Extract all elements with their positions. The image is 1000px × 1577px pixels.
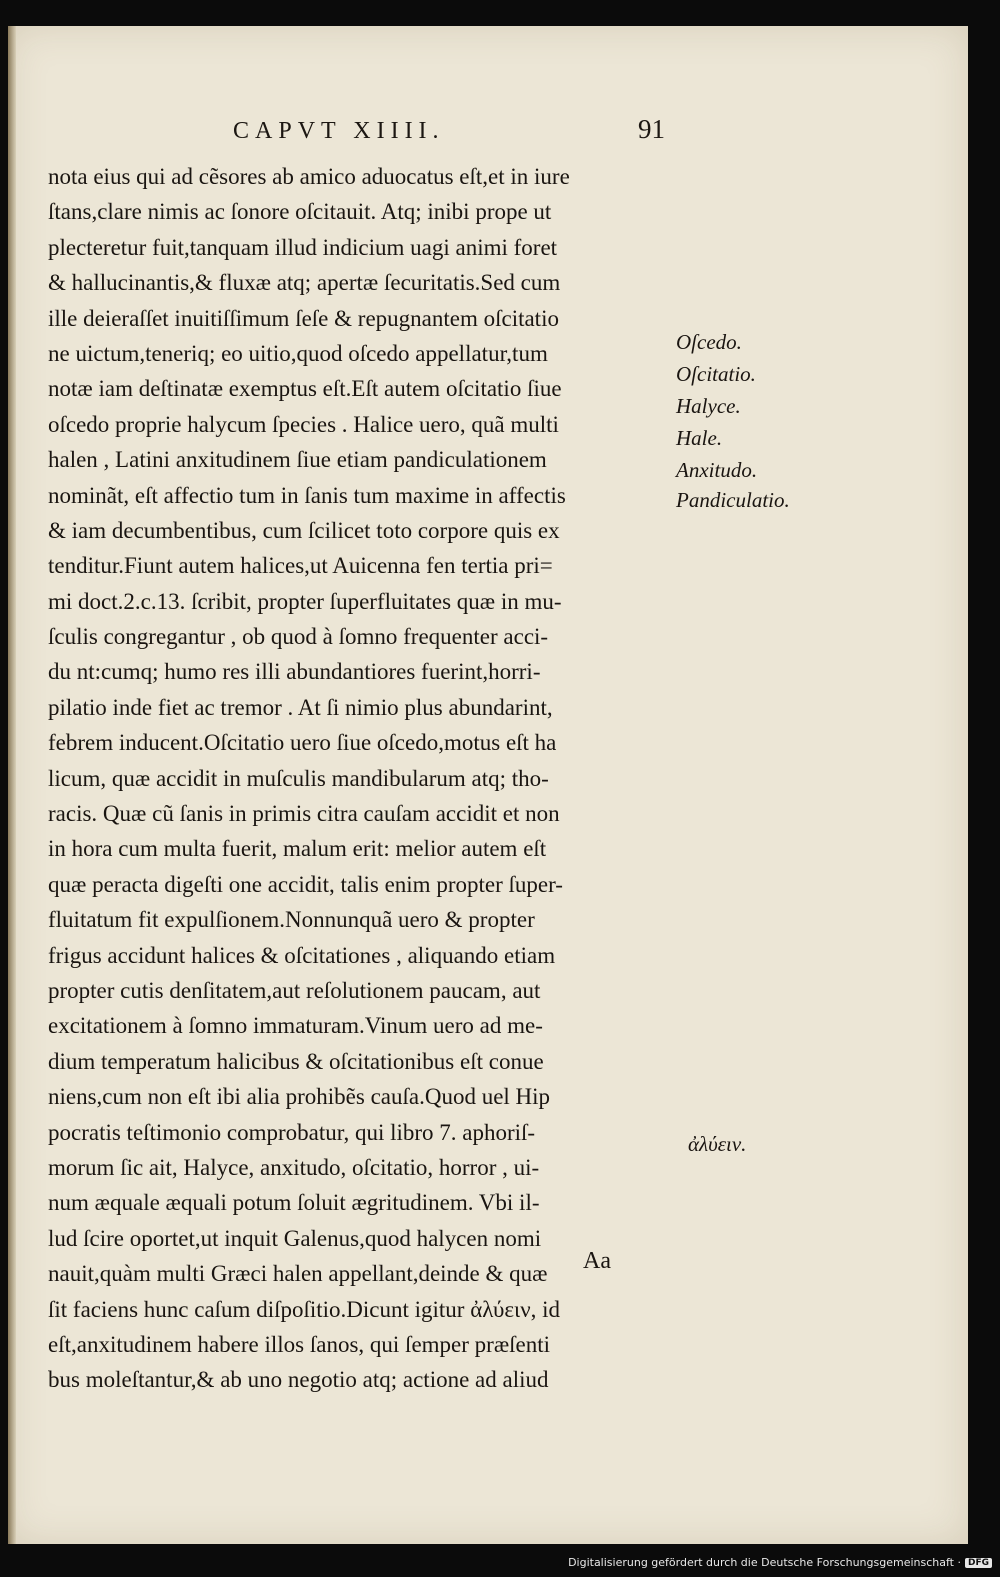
marginal-note: Oſcitatio.	[676, 362, 756, 386]
catchword: Aa	[583, 1248, 611, 1274]
text-line: halen , Latini anxitudinem ſiue etiam pandiculationem	[48, 447, 547, 473]
text-line: nauit,quàm multi Græci halen appellant,deinde & quæ	[48, 1261, 548, 1287]
text-line: notæ iam deſtinatæ exemptus eſt.Eſt autem oſcitatio ſiue	[48, 376, 562, 402]
text-line: fluitatum fit expulſionem.Nonnunquã uero & propter	[48, 907, 535, 933]
text-line: du nt:cumq; humo res illi abundantiores fuerint,horri-	[48, 659, 541, 685]
marginal-note: ἀλύειν.	[688, 1132, 747, 1156]
text-line: plecteretur fuit,tanquam illud indicium uagi animi foret	[48, 234, 558, 260]
running-head: CAPVT XIIII.	[233, 118, 445, 144]
digitization-footer	[568, 1556, 992, 1569]
text-line: lud ſcire oportet,ut inquit Galenus,quod halycen nomi	[48, 1225, 542, 1251]
book-page	[8, 26, 968, 1544]
marginal-note: Oſcedo.	[676, 330, 742, 354]
text-line: ille deieraſſet inuitiſſimum ſeſe & repugnantem oſcitatio	[48, 305, 559, 331]
text-line: niens,cum non eſt ibi alia prohibẽs cauſa.Quod uel Hip	[48, 1084, 551, 1110]
text-line: num æquale æquali potum ſoluit ægritudinem. Vbi il-	[48, 1190, 540, 1216]
page-gutter-edge	[8, 26, 16, 1544]
text-line: racis. Quæ cũ ſanis in primis citra cauſam accidit et non	[48, 801, 560, 827]
marginal-note: Anxitudo.	[676, 458, 758, 482]
text-line: mi doct.2.c.13. ſcribit, propter ſuperfluitates quæ in mu-	[48, 588, 562, 614]
text-line: propter cutis denſitatem,aut reſolutionem paucam, aut	[48, 977, 541, 1003]
text-line: eſt,anxitudinem habere illos ſanos, qui ſemper præſenti	[48, 1331, 551, 1357]
text-line: in hora cum multa fuerit, malum erit: melior autem eſt	[48, 836, 547, 862]
text-line: nominãt, eſt affectio tum in ſanis tum maxime in affectis	[48, 482, 566, 508]
text-line: licum, quæ accidit in muſculis mandibularum atq; tho-	[48, 765, 549, 791]
text-line: febrem inducent.Oſcitatio uero ſiue oſcedo,motus eſt ha	[48, 730, 557, 756]
text-line: & hallucinantis,& fluxæ atq; apertæ ſecuritatis.Sed cum	[48, 270, 561, 296]
marginal-note: Hale.	[676, 426, 723, 450]
marginal-note: Pandiculatio.	[676, 488, 790, 512]
main-text-block	[48, 159, 698, 1398]
text-line: ſtans,clare nimis ac ſonore oſcitauit. Atq; inibi prope ut	[48, 199, 552, 225]
text-line: excitationem à ſomno immaturam.Vinum uero ad me-	[48, 1013, 543, 1039]
text-line: nota eius qui ad cẽsores ab amico aduocatus eſt,et in iure	[48, 164, 570, 189]
page-number: 91	[638, 114, 665, 144]
footer-credit: Digitalisierung gefördert durch die Deutsche Forschungsgemeinschaft ·	[568, 1556, 961, 1569]
text-line: dium temperatum halicibus & oſcitationibus eſt conue	[48, 1048, 544, 1074]
text-line: morum ſic ait, Halyce, anxitudo, oſcitatio, horror , ui-	[48, 1154, 540, 1180]
dfg-logo: DFG	[965, 1558, 992, 1568]
text-line: ſculis congregantur , ob quod à ſomno frequenter acci-	[48, 624, 549, 650]
text-line: ne uictum,teneriq; eo uitio,quod oſcedo appellatur,tum	[48, 340, 548, 366]
text-line: & iam decumbentibus, cum ſcilicet toto corpore quis ex	[48, 517, 560, 543]
text-line: ſit faciens hunc caſum diſpoſitio.Dicunt igitur ἀλύειν, id	[48, 1296, 561, 1322]
text-line: oſcedo proprie halycum ſpecies . Halice uero, quã multi	[48, 411, 559, 437]
text-line: pocratis teſtimonio comprobatur, qui libro 7. aphoriſ-	[48, 1119, 536, 1145]
marginal-note: Halyce.	[676, 394, 741, 418]
text-line: bus moleſtantur,& ab uno negotio atq; actione ad aliud	[48, 1367, 549, 1393]
text-line: tenditur.Fiunt autem halices,ut Auicenna fen tertia pri=	[48, 553, 553, 579]
text-line: frigus accidunt halices & oſcitationes , aliquando etiam	[48, 942, 556, 968]
text-line: pilatio inde fiet ac tremor . At ſi nimio plus abundarint,	[48, 694, 553, 720]
text-line: quæ peracta digeſti one accidit, talis enim propter ſuper-	[48, 871, 563, 897]
